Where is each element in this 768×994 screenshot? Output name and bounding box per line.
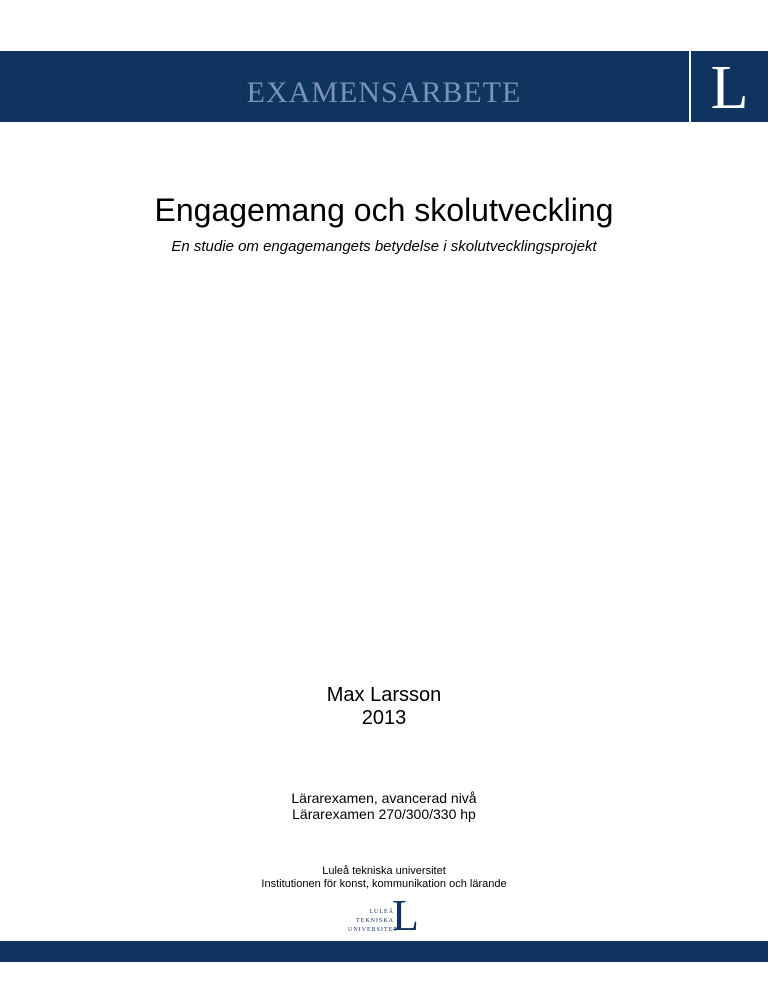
thesis-title: Engagemang och skolutveckling xyxy=(154,192,614,228)
logo-word-universitet: UNIVERSITET xyxy=(348,927,398,933)
university-logo-mark: L xyxy=(710,54,749,122)
degree-level: Lärarexamen, avancerad nivå xyxy=(291,790,477,806)
degree-credits: Lärarexamen 270/300/330 hp xyxy=(292,806,476,822)
university-name: Luleå tekniska universitet xyxy=(322,865,446,877)
logo-letter-icon: L xyxy=(392,891,419,940)
author-name: Max Larsson xyxy=(326,684,442,706)
document-type-heading: EXAMENSARBETE xyxy=(246,76,522,109)
publication-year: 2013 xyxy=(361,707,407,729)
footer-band xyxy=(0,941,768,962)
logo-word-tekniska: TEKNISKA xyxy=(356,918,394,924)
thesis-subtitle: En studie om engagemangets betydelse i skolutvecklingsprojekt xyxy=(171,238,597,255)
department-name: Institutionen för konst, kommunikation och lärande xyxy=(261,878,507,890)
university-logo xyxy=(334,891,430,942)
logo-word-lulea: LULEÅ xyxy=(369,909,394,915)
